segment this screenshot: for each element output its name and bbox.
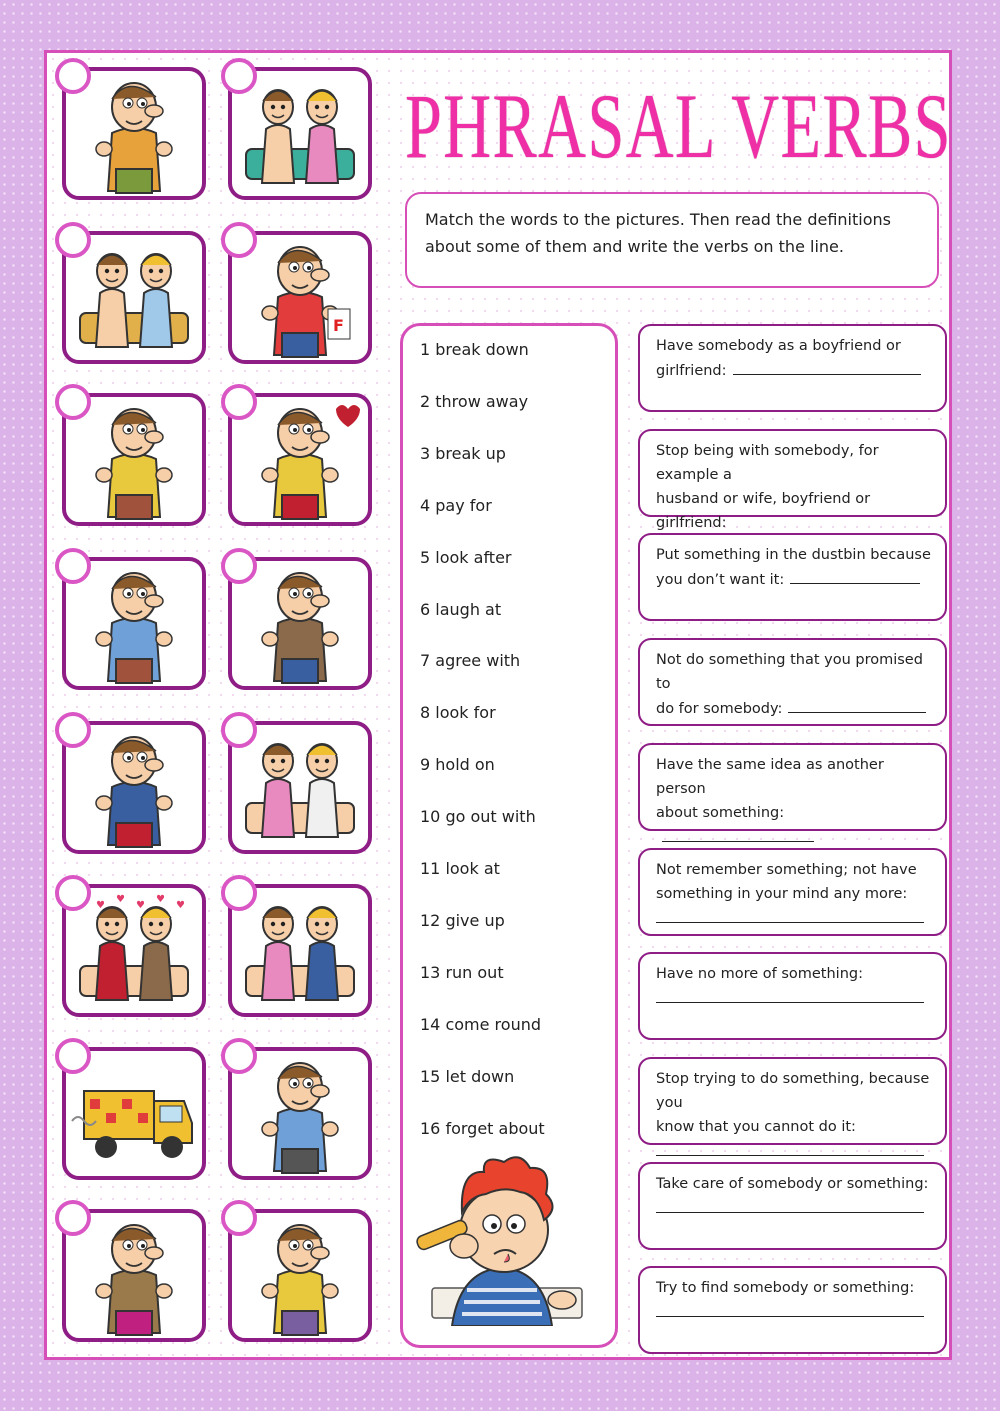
answer-circle[interactable] <box>55 222 91 258</box>
cartoon-illustration <box>66 1051 202 1176</box>
definition-text: Not do something that you promised to <box>656 652 923 693</box>
answer-line[interactable] <box>656 1302 924 1317</box>
phrasal-verb-item: 10 go out with <box>420 807 536 827</box>
answer-circle[interactable] <box>55 58 91 94</box>
answer-circle[interactable] <box>221 1038 257 1074</box>
definition-box <box>638 743 947 831</box>
svg-text:♥: ♥ <box>136 900 145 911</box>
cartoon-illustration <box>232 71 368 196</box>
definition-text: Take care of somebody or something: <box>656 1175 929 1192</box>
cartoon-illustration <box>232 1213 368 1338</box>
definition-text: Stop being with somebody, for example a <box>656 442 879 483</box>
phrasal-verb-item: 5 look after <box>420 547 512 567</box>
answer-circle[interactable] <box>55 384 91 420</box>
svg-text:♥: ♥ <box>116 894 125 905</box>
phrasal-verb-item: 12 give up <box>420 910 505 930</box>
answer-circle[interactable] <box>55 712 91 748</box>
worksheet-title: PHRASAL VERBS <box>405 75 952 177</box>
definition-text: Stop trying to do something, because you <box>656 1070 930 1111</box>
definition-text: Have the same idea as another person <box>656 756 884 797</box>
cartoon-illustration <box>232 1051 368 1176</box>
phrasal-verb-item: 6 laugh at <box>420 599 502 619</box>
answer-line[interactable] <box>788 696 926 713</box>
definition-box <box>638 429 947 531</box>
definition-text: do for somebody: <box>656 701 783 718</box>
answer-circle[interactable] <box>221 222 257 258</box>
phrasal-verb-item: 14 come round <box>420 1014 541 1034</box>
phrasal-verb-item: 2 throw away <box>420 391 529 411</box>
cartoon-illustration <box>66 561 202 686</box>
phrasal-verb-item: 4 pay for <box>420 495 492 515</box>
phrasal-verb-item: 9 hold on <box>420 755 495 775</box>
definition-text: something in your mind any more: <box>656 885 908 902</box>
definition-box <box>638 533 947 621</box>
answer-circle[interactable] <box>221 712 257 748</box>
instructions-box: Match the words to the pictures. Then read the definitions about some of them and write the verbs on the line. <box>405 192 939 288</box>
definition-box <box>638 848 947 936</box>
definition-box <box>638 1057 947 1145</box>
answer-line[interactable] <box>656 988 924 1003</box>
definition-box <box>638 638 947 726</box>
definition-text: husband or wife, boyfriend or girlfriend: <box>656 490 871 531</box>
svg-text:♥: ♥ <box>156 894 165 905</box>
answer-line[interactable] <box>790 567 920 584</box>
phrasal-verb-item: 8 look for <box>420 703 496 723</box>
definition-box <box>638 1162 947 1250</box>
cartoon-illustration <box>232 561 368 686</box>
phrasal-verb-item: 11 look at <box>420 859 500 878</box>
answer-circle[interactable] <box>221 384 257 420</box>
cartoon-illustration <box>66 235 202 360</box>
phrasal-verb-item: 16 forget about <box>420 1118 545 1138</box>
definition-text: know that you cannot do it: <box>656 1118 856 1135</box>
cartoon-illustration <box>66 71 202 196</box>
answer-circle[interactable] <box>55 875 91 911</box>
definition-text: Not remember something; not have <box>656 861 917 878</box>
phrasal-verb-item: 7 agree with <box>420 651 521 671</box>
thinking-boy-illustration <box>412 1150 590 1326</box>
definition-text: Try to find somebody or something: <box>656 1280 915 1297</box>
cartoon-illustration <box>66 397 202 522</box>
answer-line[interactable] <box>662 825 814 842</box>
cartoon-illustration <box>232 397 368 522</box>
definition-text: you don’t want it: <box>656 572 785 589</box>
answer-circle[interactable] <box>221 548 257 584</box>
answer-circle[interactable] <box>221 58 257 94</box>
phrasal-verb-item: 13 run out <box>420 962 504 982</box>
answer-circle[interactable] <box>55 548 91 584</box>
cartoon-illustration <box>232 725 368 850</box>
phrasal-verb-item: 3 break up <box>420 443 506 463</box>
cartoon-illustration <box>66 888 202 1013</box>
definition-text: Have no more of something: <box>656 966 863 983</box>
definition-text: about something: <box>656 804 785 821</box>
cartoon-illustration <box>66 725 202 850</box>
svg-text:F: F <box>333 316 344 335</box>
definition-box <box>638 952 947 1040</box>
answer-line[interactable] <box>656 908 924 923</box>
phrasal-verb-item: 1 break down <box>420 340 529 359</box>
answer-line[interactable] <box>656 1198 924 1213</box>
definition-text: girlfriend: <box>656 363 727 379</box>
answer-circle[interactable] <box>55 1200 91 1236</box>
definition-text: Put something in the dustbin because <box>656 547 931 564</box>
answer-circle[interactable] <box>221 1200 257 1236</box>
svg-text:♥: ♥ <box>96 900 105 911</box>
cartoon-illustration <box>232 888 368 1013</box>
answer-circle[interactable] <box>221 875 257 911</box>
cartoon-illustration <box>232 235 368 360</box>
definition-text: Have somebody as a boyfriend or <box>656 338 901 354</box>
cartoon-illustration <box>66 1213 202 1338</box>
definition-box <box>638 1266 947 1354</box>
phrasal-verb-item: 15 let down <box>420 1066 515 1086</box>
definition-box <box>638 324 947 412</box>
svg-text:♥: ♥ <box>176 900 185 911</box>
answer-line[interactable] <box>656 1141 924 1156</box>
answer-line[interactable] <box>733 358 921 375</box>
answer-circle[interactable] <box>55 1038 91 1074</box>
